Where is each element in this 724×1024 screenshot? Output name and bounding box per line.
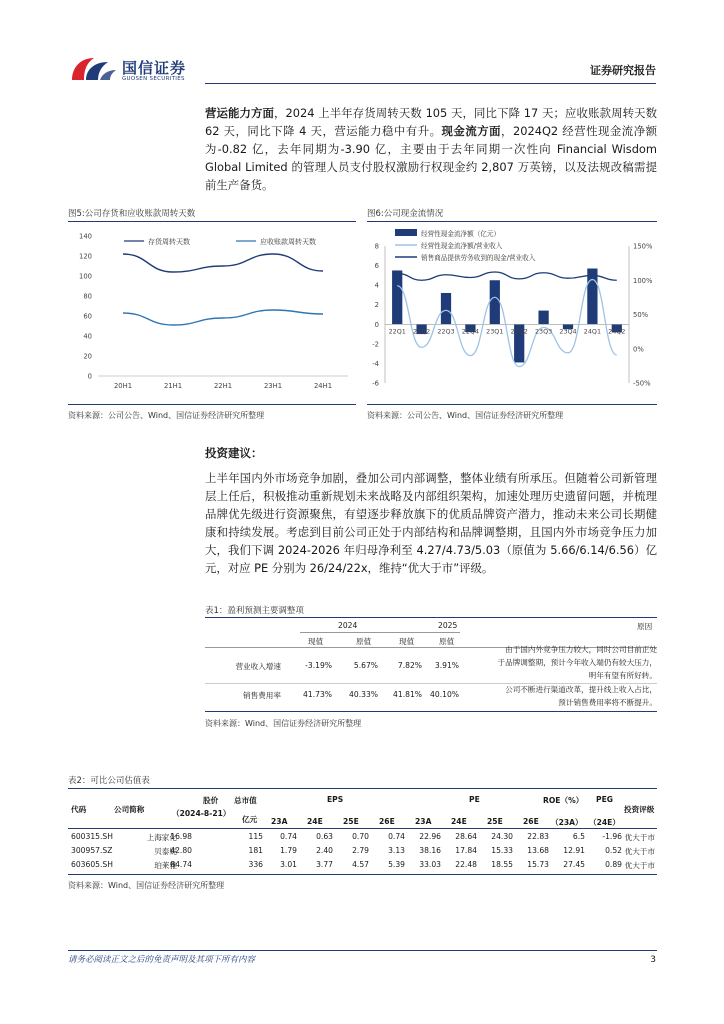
intro-bold-cashflow: 现金流方面	[441, 124, 502, 138]
fig6-legend-bar: 经营性现金流净额（亿元）	[421, 230, 501, 238]
report-type: 证券研究报告	[590, 64, 656, 77]
table1-cell: 5.67%	[353, 661, 378, 670]
table1-row-label: 销售费用率	[243, 691, 281, 700]
logo-cn: 国信证券	[122, 59, 187, 77]
fig6-legend-sales: 销售商品提供劳务收到的现金/营业收入	[421, 254, 536, 262]
logo-en: GUOSEN SECURITIES	[122, 76, 185, 82]
table2-cell: 15.33	[491, 846, 513, 855]
table2-cell: 1.79	[280, 846, 297, 855]
table1-cell: 7.82%	[397, 661, 422, 670]
table1-cell: 41.81%	[393, 690, 422, 699]
table1-row-label: 营业收入增速	[235, 662, 281, 671]
table2-top-line	[68, 788, 657, 789]
table1-bottom-line	[205, 711, 657, 712]
fig5-y-tick: 100	[79, 272, 92, 281]
table1-reason: 明年有望有所好转。	[588, 671, 657, 680]
table2-h-roe-y: （23A）	[551, 818, 583, 827]
table2-cell: 181	[248, 846, 263, 855]
fig5-legend-inventory: 存货周转天数	[148, 238, 190, 246]
table2-cell: 3.01	[280, 860, 297, 869]
table2-cell: 84.74	[170, 860, 192, 869]
table2-h-eps-y: 25E	[343, 817, 359, 826]
table2-cell: 0.74	[280, 832, 297, 841]
fig6-right-tick: 0%	[633, 345, 644, 354]
table2-cell: 16.98	[170, 832, 192, 841]
table2-cell: 15.73	[527, 860, 549, 869]
fig6-left-tick: 4	[374, 281, 379, 290]
fig6-x-tick: 23Q1	[486, 327, 504, 336]
table2-h-code: 代码	[71, 805, 87, 814]
fig6-chart	[367, 226, 657, 396]
fig6-bottom-line	[367, 404, 657, 405]
fig6-left-tick: -2	[372, 340, 379, 349]
fig6-left-tick: 0	[374, 320, 379, 329]
table2-h-pe: PE	[469, 795, 480, 804]
fig6-right-tick: 100%	[633, 276, 653, 285]
table1-h-now-2025: 现值	[399, 637, 415, 646]
table2-cell: 27.45	[563, 860, 585, 869]
footer-line	[68, 950, 657, 951]
table1-year-underline	[300, 632, 460, 633]
fig5-x-tick: 24H1	[313, 382, 333, 390]
fig6-right-tick: -50%	[633, 379, 651, 388]
table2-h-pe-y: 24E	[451, 817, 467, 826]
table2-h-roe: ROE（%）	[543, 796, 584, 805]
fig6-x-tick: 22Q3	[437, 327, 455, 336]
table2-cell: 2.40	[316, 846, 333, 855]
fig6-bar	[490, 280, 500, 324]
table2-cell: 28.64	[455, 832, 477, 841]
fig6-bar	[392, 270, 402, 324]
table1-top-line	[205, 617, 657, 618]
table2-h-unit: 亿元	[242, 815, 258, 824]
fig5-y-tick: 140	[79, 232, 92, 241]
table2-h-date: （2024-8-21）	[172, 809, 231, 818]
fig5-y-tick: 20	[83, 352, 92, 361]
table2-cell: 38.16	[419, 846, 441, 855]
table2-h-pe-y: 23A	[415, 817, 432, 826]
fig5-series-line-0	[123, 254, 323, 272]
table2-title: 表2：可比公司估值表	[68, 776, 150, 786]
intro-bold-operations: 营运能力方面	[205, 106, 275, 120]
fig6-source: 资料来源：公司公告、Wind、国信证券经济研究所整理	[367, 411, 564, 420]
table2-cell: 0.63	[316, 832, 333, 841]
table2-cell: 42.80	[170, 846, 192, 855]
header-divider	[205, 83, 656, 84]
table1-reason: 于品牌调整期，预计今年收入端仍有较大压力，	[497, 658, 657, 667]
page-number: 3	[650, 955, 656, 965]
table2-cell: 6.5	[572, 832, 585, 841]
table1-cell: 41.73%	[303, 690, 332, 699]
fig5-y-tick: 0	[87, 372, 92, 381]
table1-year-2024: 2024	[338, 621, 358, 630]
table2-source: 资料来源：Wind、国信证券经济研究所整理	[68, 881, 225, 890]
table1-year-2025: 2025	[438, 621, 458, 630]
fig5-x-tick: 22H1	[213, 382, 233, 390]
fig6-x-tick: 24Q2	[608, 327, 626, 336]
table2-header-line	[68, 828, 657, 829]
fig5-title-line	[68, 221, 356, 222]
fig5-x-tick: 20H1	[113, 382, 133, 390]
logo	[68, 54, 208, 86]
fig5-y-tick: 60	[83, 312, 92, 321]
table2-cell: 优大于市	[624, 833, 655, 842]
fig6-left-tick: -4	[372, 359, 379, 368]
table2-cell: 优大于市	[624, 861, 655, 870]
fig6-legend-ratio: 经营性现金流净额/营业收入	[421, 242, 503, 250]
table1-h-reason: 原因	[637, 622, 653, 631]
fig6-title: 图6:公司现金流情况	[367, 209, 444, 219]
table2-cell: 贝泰妮	[154, 847, 177, 856]
table1-h-orig-2025: 原值	[439, 637, 455, 646]
table2-cell: 336	[248, 860, 263, 869]
table2	[68, 790, 657, 878]
table2-cell: 优大于市	[624, 847, 655, 856]
table2-h-eps-y: 23A	[271, 817, 288, 826]
table2-cell: 5.39	[388, 860, 405, 869]
fig5-bottom-line	[68, 404, 356, 405]
table1-cell: 40.33%	[349, 690, 378, 699]
invest-title: 投资建议：	[205, 446, 263, 460]
table2-cell: 300957.SZ	[71, 846, 113, 855]
fig5-x-tick: 23H1	[263, 382, 283, 390]
fig6-x-tick: 22Q4	[461, 327, 480, 336]
table2-cell: 22.48	[455, 860, 477, 869]
fig6-x-tick: 22Q2	[412, 327, 431, 336]
table2-h-pe-y: 25E	[487, 817, 503, 826]
fig5-y-tick: 120	[79, 252, 92, 261]
fig6-left-tick: 6	[374, 262, 379, 271]
table1-cell: 40.10%	[430, 690, 459, 699]
fig6-bar	[441, 293, 451, 324]
fig6-legend-swatch-bar	[395, 229, 417, 236]
fig5-legend-receivable: 应收账款周转天数	[260, 238, 316, 246]
table2-h-mcap: 总市值	[234, 796, 257, 805]
table2-cell: 22.83	[527, 832, 549, 841]
table2-cell: 600315.SH	[71, 832, 113, 841]
fig5-chart	[68, 226, 356, 396]
intro-text-cashflow: ，2024Q2 经营性现金流净额为-0.82 亿，去年同期为-3.90 亿，主要由于去年同期一次性向 Financial Wisdom Global Limited 的管理人员支付股权激励行权现金约 2,807 万英镑，以及法规改稿需提前生产备货。	[205, 124, 658, 192]
table1-reason: 公司不断进行渠道改革，提升线上收入占比，	[505, 685, 657, 694]
table2-cell: 13.68	[527, 846, 549, 855]
table2-cell: 17.84	[455, 846, 477, 855]
table2-cell: 0.70	[352, 832, 369, 841]
fig6-left-tick: 2	[374, 301, 379, 310]
fig6-x-tick: 23Q2	[510, 327, 528, 336]
table2-h-eps-y: 24E	[307, 817, 323, 826]
fig6-bar	[538, 311, 548, 325]
table1-cell: 3.91%	[434, 661, 459, 670]
table1-reason: 预计销售费用率将不断提升。	[558, 698, 657, 707]
table2-cell: 2.79	[352, 846, 369, 855]
table2-h-peg-y: （24E）	[589, 818, 620, 827]
table2-cell: 上海家化	[146, 833, 177, 842]
table2-cell: 3.13	[388, 846, 405, 855]
table2-cell: 0.89	[605, 860, 622, 869]
table2-cell: 33.03	[419, 860, 441, 869]
table1-title: 表1：盈利预测主要调整项	[205, 606, 304, 616]
table2-h-price: 股价	[203, 796, 219, 805]
table1-h-orig-2024: 原值	[356, 637, 372, 646]
table2-cell: 603605.SH	[71, 860, 113, 869]
table2-cell: 4.57	[352, 860, 369, 869]
intro-paragraph	[205, 104, 657, 194]
fig5-x-tick: 21H1	[163, 382, 183, 390]
table2-h-pe-y: 26E	[523, 817, 539, 826]
table2-bottom-line	[68, 874, 657, 875]
table2-h-name: 公司简称	[114, 805, 145, 814]
table2-h-peg: PEG	[596, 795, 613, 804]
table2-h-rating: 投资评级	[624, 805, 655, 814]
fig5-source: 资料来源：公司公告、Wind、国信证券经济研究所整理	[68, 411, 265, 420]
fig5-series-line-1	[123, 310, 323, 325]
fig6-bar	[587, 269, 597, 325]
fig5-y-tick: 40	[83, 332, 92, 341]
table2-cell: -1.96	[602, 832, 622, 841]
fig6-x-tick: 22Q1	[388, 327, 406, 336]
fig6-x-tick: 23Q3	[534, 327, 553, 336]
fig6-x-tick: 23Q4	[559, 327, 577, 336]
footer-disclaimer: 请务必阅读正文之后的免责声明及其项下所有内容	[68, 955, 256, 965]
fig6-series-line-2	[397, 272, 617, 280]
table2-cell: 0.74	[388, 832, 405, 841]
intro-text-operations: ，2024 上半年存货周转天数 105 天，同比下降 17 天；应收账款周转天数 62 天，同比下降 4 天，营运能力稳中有升。	[205, 106, 657, 138]
invest-paragraph: 上半年国内外市场竞争加剧，叠加公司内部调整，整体业绩有所承压。但随着公司新管理层上任后，积极推动重新规划未来战略及内部组织架构，加速处理历史遗留问题，并梳理品牌优先级进行资源聚焦，有望逐步释放旗下的优质品牌资产潜力，推动未来公司长期健康和持续发展。考虑到目前公司正处于内部结构和品牌调整期，且国内外市场竞争压力加大，我们下调 2024-2026 年归母净利至 4.27/4.73/5.03（原值为 5.66/6.14/6.56）亿元，对应 PE 分别为 26/24/22x，维持“优大于市”评级。	[205, 471, 657, 575]
table2-cell: 18.55	[491, 860, 513, 869]
table2-cell: 22.96	[419, 832, 441, 841]
table2-cell: 0.52	[605, 846, 622, 855]
table1-cell: -3.19%	[305, 661, 332, 670]
table2-cell: 3.77	[316, 860, 333, 869]
fig5-title: 图5:公司存货和应收账款周转天数	[68, 209, 196, 219]
fig6-x-tick: 24Q1	[583, 327, 602, 336]
fig6-right-tick: 50%	[633, 311, 649, 319]
table2-cell: 12.91	[563, 846, 585, 855]
table2-h-eps: EPS	[327, 795, 344, 804]
table1-h-now-2024: 现值	[308, 637, 324, 646]
table2-h-eps-y: 26E	[379, 817, 395, 826]
guosen-logo-icon	[68, 54, 120, 84]
table2-cell: 珀莱雅	[154, 861, 177, 870]
fig6-title-line	[367, 221, 657, 222]
table2-cell: 24.30	[491, 832, 513, 841]
fig6-right-tick: 150%	[633, 242, 653, 251]
table2-cell: 115	[248, 832, 263, 841]
fig5-y-tick: 80	[83, 292, 92, 301]
fig6-left-tick: -6	[372, 379, 379, 388]
table1-reason: 由于国内外竞争压力较大，同时公司目前正处	[505, 645, 657, 654]
fig6-series-line-1	[397, 280, 617, 367]
fig6-left-tick: 8	[374, 242, 379, 251]
table1-source: 资料来源：Wind、国信证券经济研究所整理	[205, 719, 362, 728]
